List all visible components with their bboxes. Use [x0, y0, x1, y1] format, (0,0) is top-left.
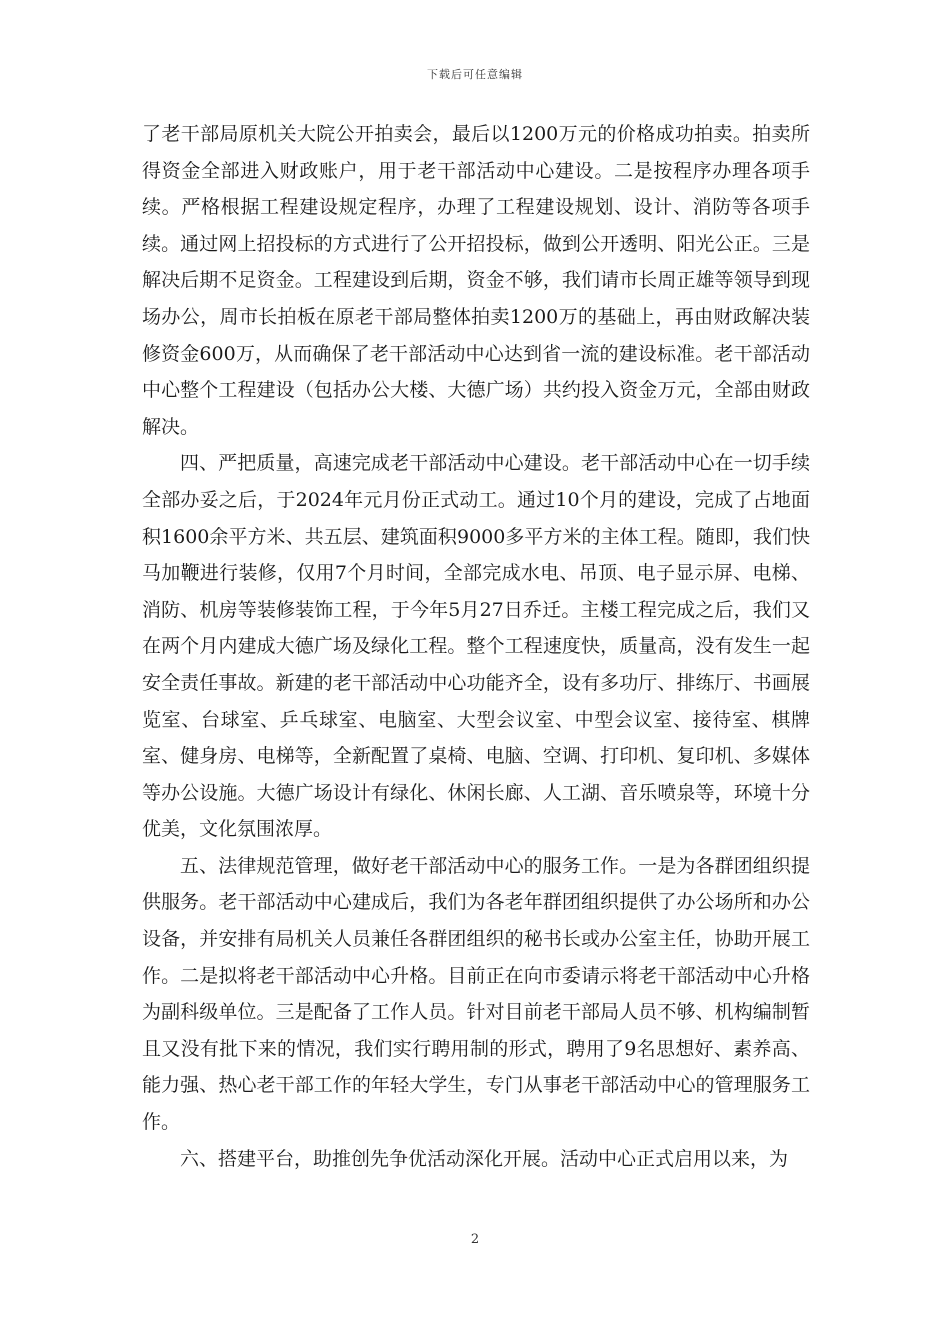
paragraph-section-six: 六、搭建平台，助推创先争优活动深化开展。活动中心正式启用以来，为 [180, 1147, 789, 1170]
page-number: 2 [470, 1232, 480, 1247]
paragraph-continuation: 了老干部局原机关大院公开拍卖会，最后以1200万元的价格成功拍卖。拍卖所得资金全部进入财政账户，用于老干部活动中心建设。二是按程序办理各项手续。严格根据工程建设规定程序，办理了工程建设规划、设计、消防等各项手续。通过网上招投标的方式进行了公开招投标，做到公开透明、阳光公正。三是解决后期不足资金。工程建设到后期，资金不够，我们请市长周正雄等领导到现场办公，周市长拍板在原老干部局整体拍卖1200万的基础上，再由财政解决装修资金600万，从而确保了老干部活动中心达到省一流的建设标准。老干部活动中心整个工程建设（包括办公大楼、大德广场）共约投入资金万元，全部由财政解决。 [142, 123, 810, 438]
page-header: 下载后可任意编辑 [427, 68, 523, 81]
document-body [142, 116, 810, 1177]
paragraph-section-five: 五、法律规范管理，做好老干部活动中心的服务工作。一是为各群团组织提供服务。老干部活动中心建成后，我们为各老年群团组织提供了办公场所和办公设备，并安排有局机关人员兼任各群团组织的秘书长或办公室主任，协助开展工作。二是拟将老干部活动中心升格。目前正在向市委请示将老干部活动中心升格为副科级单位。三是配备了工作人员。针对目前老干部局人员不够、机构编制暂且又没有批下来的情况，我们实行聘用制的形式，聘用了9名思想好、素养高、能力强、热心老干部工作的年轻大学生，专门从事老干部活动中心的管理服务工作。 [142, 854, 810, 1134]
paragraph-section-four: 四、严把质量，高速完成老干部活动中心建设。老干部活动中心在一切手续全部办妥之后，于2024年元月份正式动工。通过10个月的建设，完成了占地面积1600余平方米、共五层、建筑面积9000多平方米的主体工程。随即，我们快马加鞭进行装修，仅用7个月时间，全部完成水电、吊顶、电子显示屏、电梯、消防、机房等装修装饰工程，于今年5月27日乔迁。主楼工程完成之后，我们又在两个月内建成大德广场及绿化工程。整个工程速度快，质量高，没有发生一起安全责任事故。新建的老干部活动中心功能齐全，设有多功厅、排练厅、书画展览室、台球室、乒乓球室、电脑室、大型会议室、中型会议室、接待室、棋牌室、健身房、电梯等，全新配置了桌椅、电脑、空调、打印机、复印机、多媒体等办公设施。大德广场设计有绿化、休闲长廊、人工湖、音乐喷泉等，环境十分优美，文化氛围浓厚。 [142, 452, 810, 841]
